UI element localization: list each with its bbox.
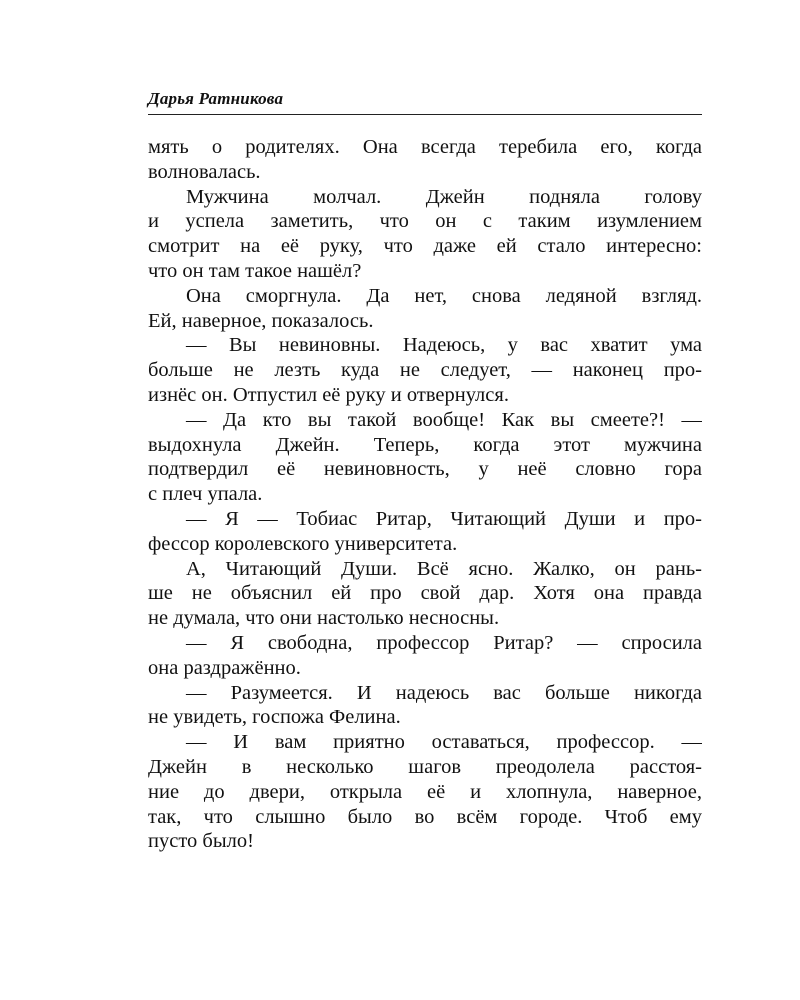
text-line: — Вы невиновны. Надеюсь, у вас хватит ума xyxy=(186,334,702,357)
text-line: Джейн в несколько шагов преодолела расстоя- xyxy=(148,755,702,778)
book-page xyxy=(148,88,702,854)
text-line: мять о родителях. Она всегда теребила его, когда xyxy=(148,136,702,158)
text-line: А, Читающий Души. Всё ясно. Жалко, он рань- xyxy=(186,557,702,580)
text-line: волновалась. xyxy=(148,160,261,183)
text-line: не увидеть, госпожа Фелина. xyxy=(148,706,401,729)
text-line: — И вам приятно оставаться, профессор. — xyxy=(186,731,702,754)
text-line: — Да кто вы такой вообще! Как вы смеете?! — xyxy=(186,408,702,431)
body-text xyxy=(148,135,702,854)
text-line: и успела заметить, что он с таким изумлением xyxy=(148,210,702,233)
running-head-author: Дарья Ратникова xyxy=(148,88,702,115)
text-line: подтвердил её невиновность, у неё словно гора xyxy=(148,458,702,481)
text-line: выдохнула Джейн. Теперь, когда этот мужчина xyxy=(148,433,702,456)
text-line: больше не лезть куда не следует, — наконец про- xyxy=(148,359,702,382)
text-line: она раздражённо. xyxy=(148,656,301,679)
text-line: ше не объяснил ей про свой дар. Хотя она правда xyxy=(148,582,702,605)
text-line: — Я — Тобиас Ритар, Читающий Души и про- xyxy=(186,507,702,530)
text-line: изнёс он. Отпустил её руку и отвернулся. xyxy=(148,383,509,406)
text-line: — Разумеется. И надеюсь вас больше никогда xyxy=(186,681,702,704)
text-line: что он там такое нашёл? xyxy=(148,259,362,282)
text-line: не думала, что они настолько несносны. xyxy=(148,607,500,630)
text-line: — Я свободна, профессор Ритар? — спросила xyxy=(186,631,702,654)
text-line: Она сморгнула. Да нет, снова ледяной взгляд. xyxy=(186,284,702,307)
text-line: так, что слышно было во всём городе. Чтоб ему xyxy=(148,805,702,828)
text-line: Мужчина молчал. Джейн подняла голову xyxy=(186,185,702,208)
text-line: Ей, наверное, показалось. xyxy=(148,309,374,332)
text-line: смотрит на её руку, что даже ей стало интересно: xyxy=(148,235,702,258)
text-line: фессор королевского университета. xyxy=(148,532,458,555)
text-line: пусто было! xyxy=(148,830,254,853)
text-line: ние до двери, открыла её и хлопнула, наверное, xyxy=(148,780,702,803)
text-line: с плеч упала. xyxy=(148,483,263,506)
